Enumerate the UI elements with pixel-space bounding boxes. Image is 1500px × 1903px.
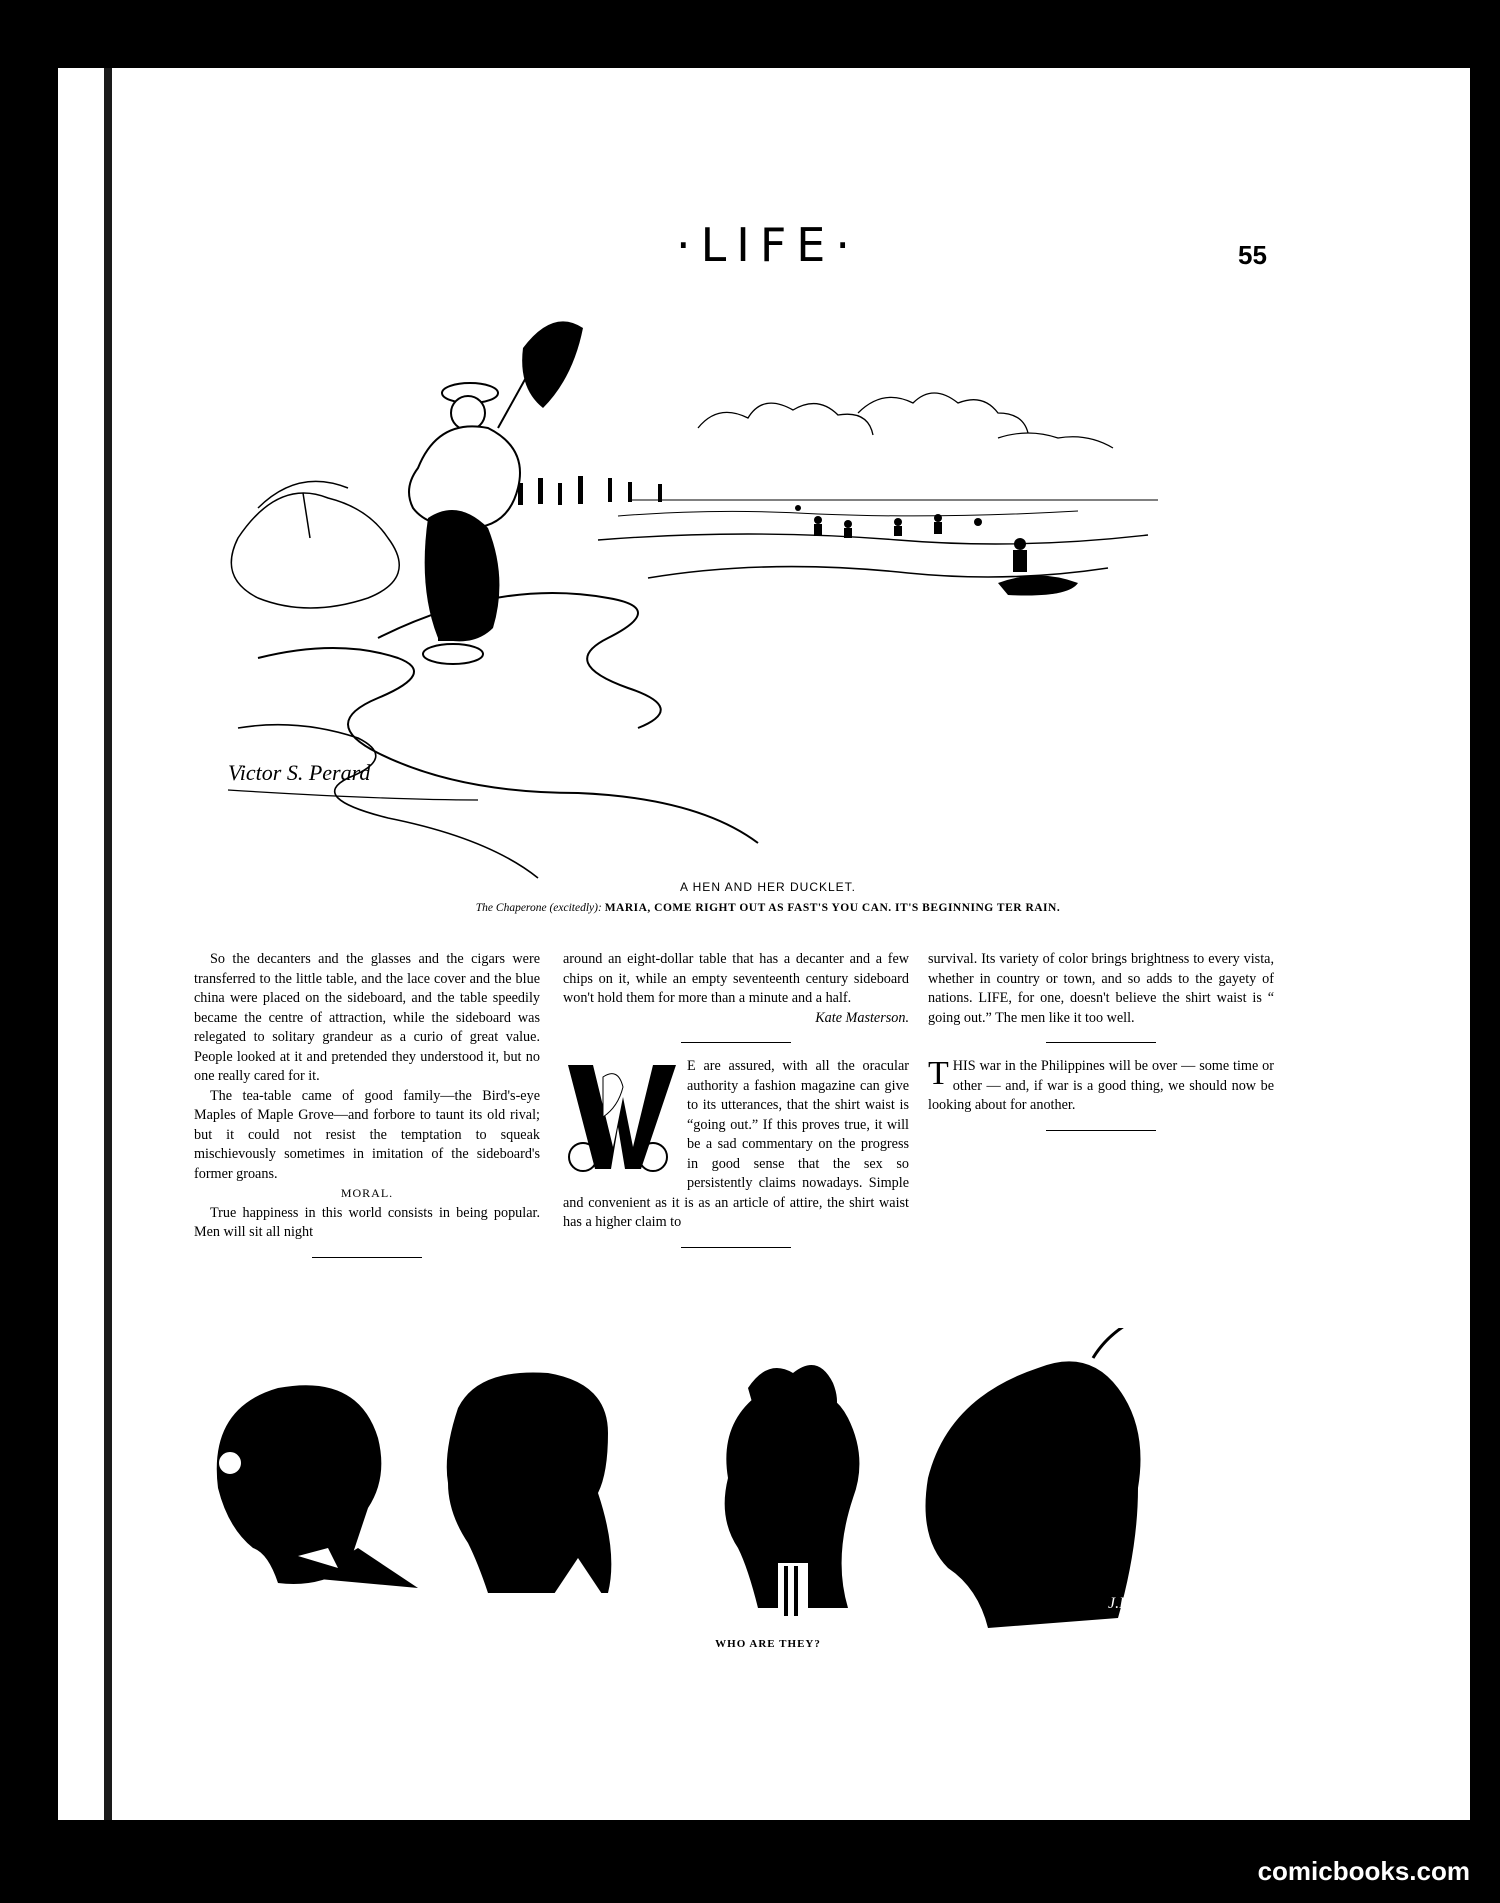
masthead: ·LIFE· [676, 218, 860, 272]
paragraph: E are assured, with all the oracular authority a fashion magazine can give to its utterances, that the shirt waist is “going out.” If this proves true, it will be a sad commentary on the progress in good sense that the sex so persistently claims nowadays. Simple and convenient as it is as an article of attire, the shirt waist has a higher claim to [563, 1058, 909, 1230]
magazine-page [58, 68, 1470, 1820]
illustration-caption [298, 902, 1238, 914]
silhouette-artist-mark: J.B. [1108, 1595, 1133, 1612]
page-gutter [104, 68, 112, 1820]
paragraph: around an eight-dollar table that has a decanter and a few chips on it, while an empty seventeenth century sideboard won't hold them for more than a minute and a half. [563, 951, 909, 1006]
column-1 [194, 950, 540, 1272]
silhouettes-caption: WHO ARE THEY? [715, 1638, 821, 1650]
silhouette-woman [725, 1365, 860, 1618]
section-rule [681, 1247, 791, 1248]
silhouette-man-hair [447, 1372, 618, 1618]
moral-heading: MORAL. [340, 1186, 394, 1200]
silhouettes-illustration [188, 1328, 1248, 1628]
paragraph-text: HIS war in the Philippines will be over — some time or other — and, if war is a good thing, we should now be looking about for another. [928, 1058, 1274, 1113]
section-rule [1046, 1130, 1156, 1131]
section-rule [1046, 1042, 1156, 1043]
watermark: comicbooks.com [1257, 1856, 1470, 1886]
artist-signature: Victor S. Perard [228, 760, 371, 785]
decorated-initial-w-icon [563, 1057, 681, 1175]
column-3 [928, 950, 1274, 1145]
paragraph: So the decanters and the glasses and the cigars were transferred to the little table, and the lace cover and the blue china were placed on the sideboard, and the table speedily became the centre of attraction, while the sideboard was relegated to solitary grandeur as a curio of great value. People looked at it and pretended they understood it, but no one really cared for it. [194, 951, 540, 1084]
previous-page-edge [58, 80, 107, 1780]
silhouette-man-hat [926, 1328, 1166, 1628]
paragraph: True happiness in this world consists in being popular. Men will sit all night [194, 1204, 540, 1240]
caption-quote: MARIA, COME RIGHT OUT AS FAST'S YOU CAN. IT'S BEGINNING TER RAIN. [604, 902, 1061, 914]
paragraph: survival. Its variety of color brings brightness to every vista, whether in country or town, and so adds to the gayety of nations. LIFE, for one, doesn't believe the shirt waist is “ going out.” The men like it too well. [928, 951, 1274, 1026]
column-2 [563, 950, 909, 1262]
author-signature: Kate Masterson. [815, 1009, 909, 1026]
section-rule [312, 1257, 422, 1258]
page-number: 55 [1238, 240, 1267, 270]
caption-speaker: The Chaperone (excitedly): [475, 902, 602, 914]
paragraph [928, 1057, 1274, 1116]
section-rule [681, 1042, 791, 1043]
paragraph: The tea-table came of good family—the Bird's-eye Maples of Maple Grove—and forbore to taunt its old rival; but it could not resist the temptation to squeak mischievously sometimes in imitation of the sideboard's former groans. [194, 1087, 540, 1182]
silhouette-man-glasses [217, 1385, 418, 1588]
beach-illustration [198, 278, 1248, 918]
drop-cap-t: T [928, 1055, 949, 1092]
illustration-title: A HEN AND HER DUCKLET. [679, 880, 857, 894]
